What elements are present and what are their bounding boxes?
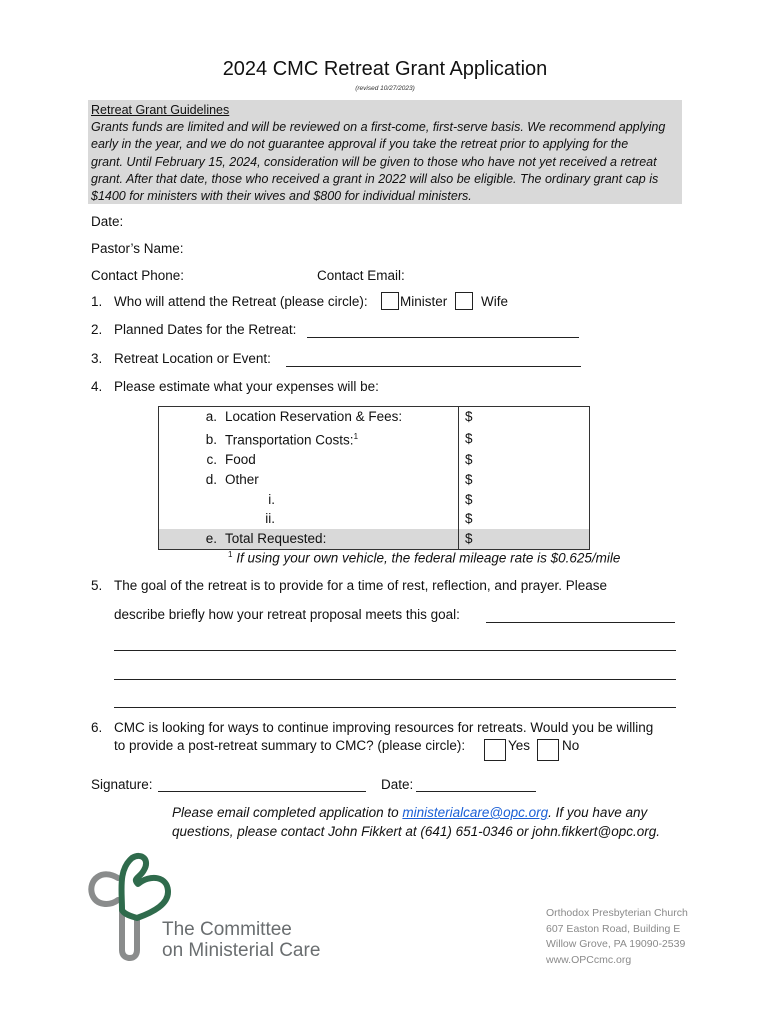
wife-option-label: Wife bbox=[481, 294, 508, 309]
q5-text-line1: The goal of the retreat is to provide for a time of rest, reflection, and prayer. Please bbox=[114, 578, 608, 593]
contact-phone-label: Contact Phone: bbox=[91, 268, 185, 283]
expense-label: Location Reservation & Fees: bbox=[225, 409, 403, 424]
expense-amount-cell[interactable] bbox=[459, 407, 590, 427]
footnote-marker: 1 bbox=[353, 431, 359, 441]
signature-line[interactable] bbox=[158, 777, 366, 792]
no-checkbox[interactable] bbox=[537, 739, 559, 761]
signature-label: Signature: bbox=[91, 777, 153, 792]
q5-text-line2: describe briefly how your retreat proposal meets this goal: bbox=[114, 607, 460, 622]
goal-answer-line[interactable] bbox=[486, 608, 675, 623]
expense-label-cell bbox=[159, 427, 459, 450]
page-title: 2024 CMC Retreat Grant Application bbox=[222, 58, 548, 80]
date-label: Date: bbox=[91, 214, 124, 229]
contact-instructions bbox=[172, 803, 660, 841]
q1-number: 1. bbox=[91, 294, 103, 309]
expense-label-cell bbox=[159, 407, 459, 427]
expense-amount-cell[interactable] bbox=[459, 470, 590, 490]
expense-subitem: ii. bbox=[265, 511, 275, 527]
guidelines-line: early in the year, and we do not guarantee approval if you take the retreat prior to applying for the bbox=[91, 137, 629, 152]
expense-amount-cell[interactable] bbox=[459, 490, 590, 510]
expense-amount-cell[interactable] bbox=[459, 450, 590, 470]
goal-answer-line[interactable] bbox=[114, 693, 676, 708]
footnote-number: 1 bbox=[228, 550, 233, 559]
guidelines-line: $1400 for ministers with their wives and $800 for individual ministers. bbox=[91, 189, 472, 204]
signature-date-line[interactable] bbox=[416, 777, 536, 792]
q4-number: 4. bbox=[91, 379, 103, 394]
expense-row bbox=[159, 450, 590, 470]
expense-amount: $ bbox=[465, 531, 473, 547]
expense-label: Other bbox=[225, 471, 259, 487]
logo-line1: The Committee bbox=[162, 919, 292, 940]
goal-answer-line[interactable] bbox=[114, 636, 676, 651]
expense-amount: $ bbox=[465, 430, 473, 446]
expense-label-cell bbox=[159, 509, 459, 529]
contact-line1-prefix: Please email completed application to bbox=[172, 805, 403, 820]
guidelines-line: grant. Until February 15, 2024, consideration will be given to those who have not yet received a retreat bbox=[91, 154, 657, 169]
expense-amount-cell[interactable] bbox=[459, 529, 590, 549]
expense-label: Food bbox=[225, 452, 256, 468]
expense-label-cell bbox=[159, 450, 459, 470]
expense-row bbox=[159, 490, 590, 510]
q1-text: Who will attend the Retreat (please circle): bbox=[114, 294, 368, 309]
logo-wordmark bbox=[162, 919, 320, 961]
expense-letter: c. bbox=[206, 452, 217, 468]
guidelines-line: Grants funds are limited and will be reviewed on a first-come, first-serve basis. We recommend applying bbox=[91, 120, 666, 134]
expense-row bbox=[159, 407, 590, 427]
q6-number: 6. bbox=[91, 720, 103, 735]
church-address bbox=[546, 906, 688, 968]
no-option-label: No bbox=[562, 738, 580, 753]
expense-row bbox=[159, 509, 590, 529]
expense-amount: $ bbox=[465, 409, 473, 424]
expense-letter: a. bbox=[205, 409, 217, 424]
yes-checkbox[interactable] bbox=[484, 739, 506, 761]
expense-subitem: i. bbox=[268, 491, 275, 507]
q6-text-line1: CMC is looking for ways to continue improving resources for retreats. Would you be willing bbox=[114, 720, 654, 735]
planned-dates-line[interactable] bbox=[307, 323, 579, 338]
minister-checkbox[interactable] bbox=[381, 292, 399, 310]
expense-total-row bbox=[159, 529, 590, 549]
expenses-table bbox=[158, 406, 590, 550]
q4-text: Please estimate what your expenses will be: bbox=[114, 379, 379, 394]
guidelines-heading: Retreat Grant Guidelines bbox=[91, 103, 230, 117]
goal-answer-line[interactable] bbox=[114, 665, 676, 680]
guidelines-text bbox=[91, 119, 679, 205]
q2-text: Planned Dates for the Retreat: bbox=[114, 322, 297, 337]
contact-line1-suffix: . If you have any bbox=[548, 805, 648, 820]
footnote-text: If using your own vehicle, the federal mileage rate is $0.625/mile bbox=[236, 550, 621, 566]
q2-number: 2. bbox=[91, 322, 103, 337]
q6-text-line2: to provide a post-retreat summary to CMC? (please circle): bbox=[114, 738, 466, 753]
expense-amount-cell[interactable] bbox=[459, 509, 590, 529]
contact-line1 bbox=[172, 803, 660, 822]
expense-amount-cell[interactable] bbox=[459, 427, 590, 450]
expense-letter: e. bbox=[205, 531, 217, 547]
address-line: Willow Grove, PA 19090-2539 bbox=[546, 938, 686, 950]
signature-date-label: Date: bbox=[381, 777, 414, 792]
expense-letter: b. bbox=[205, 432, 217, 448]
expense-amount: $ bbox=[465, 511, 473, 527]
email-link[interactable]: ministerialcare@opc.org bbox=[402, 805, 549, 820]
expense-amount: $ bbox=[465, 491, 473, 507]
expense-row bbox=[159, 470, 590, 490]
expense-label: Transportation Costs: bbox=[225, 432, 354, 448]
expense-row bbox=[159, 427, 590, 450]
yes-option-label: Yes bbox=[508, 738, 531, 753]
logo-line2: on Ministerial Care bbox=[162, 940, 321, 961]
retreat-location-line[interactable] bbox=[286, 352, 581, 367]
contact-line2: questions, please contact John Fikkert at (641) 651-0346 or john.fikkert@opc.org. bbox=[172, 824, 660, 839]
wife-checkbox[interactable] bbox=[455, 292, 473, 310]
revised-date: (revised 10/27/2023) bbox=[355, 85, 415, 92]
contact-email-label: Contact Email: bbox=[317, 268, 405, 283]
address-website[interactable]: www.OPCcmc.org bbox=[546, 953, 632, 966]
pastor-name-label: Pastor’s Name: bbox=[91, 241, 184, 256]
address-line: 607 Easton Road, Building E bbox=[546, 922, 681, 935]
expense-label-cell bbox=[159, 470, 459, 490]
mileage-footnote bbox=[228, 550, 620, 566]
expense-amount: $ bbox=[465, 452, 473, 468]
q3-text: Retreat Location or Event: bbox=[114, 351, 271, 366]
guidelines-line: grant. After that date, those who received a grant in 2022 will also be eligible. The ordinary grant cap is bbox=[91, 171, 659, 186]
minister-option-label: Minister bbox=[400, 294, 448, 309]
expense-label-cell bbox=[159, 490, 459, 510]
q5-number: 5. bbox=[91, 578, 103, 593]
address-line: Orthodox Presbyterian Church bbox=[546, 907, 688, 919]
expense-label: Total Requested: bbox=[225, 531, 327, 547]
expense-amount: $ bbox=[465, 471, 473, 487]
expense-label-cell bbox=[159, 529, 459, 549]
q3-number: 3. bbox=[91, 351, 103, 366]
expense-letter: d. bbox=[205, 471, 217, 487]
